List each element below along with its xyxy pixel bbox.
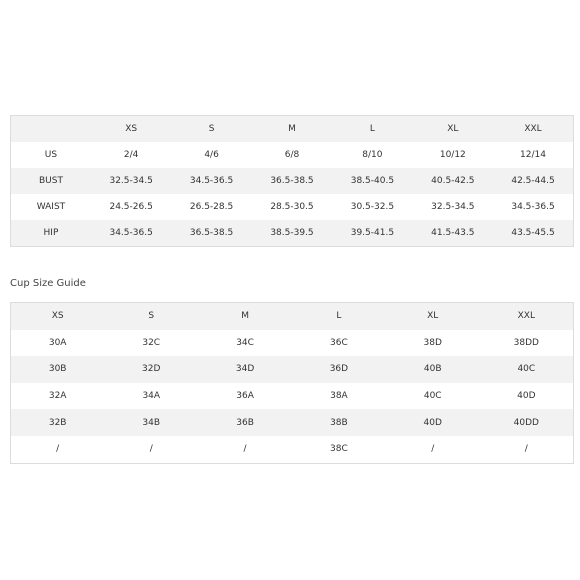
table-cell: 34.5-36.5 — [171, 168, 251, 194]
table-cell: 34D — [198, 356, 292, 383]
table-cell: 36.5-38.5 — [171, 220, 251, 247]
table-cell: 36B — [198, 409, 292, 436]
table-cell: 34.5-36.5 — [91, 220, 171, 247]
header-cell-xxl: XXL — [493, 116, 573, 143]
header-cell-l: L — [332, 116, 412, 143]
table-cell: 30.5-32.5 — [350, 202, 395, 212]
table-cell: 40DD — [480, 409, 574, 436]
table-cell: 26.5-28.5 — [189, 202, 234, 212]
row-label: HIP — [11, 220, 91, 247]
table-cell: / — [149, 444, 153, 455]
table-cell: 28.5-30.5 — [270, 202, 314, 212]
table-row — [11, 330, 574, 357]
table-cell: 30B — [11, 356, 105, 383]
header-cell-l: L — [292, 303, 386, 330]
table-cell: 40D — [386, 409, 480, 436]
table-cell: 6/8 — [284, 150, 300, 160]
table-cell: 32B — [11, 409, 105, 436]
table-cell: 30A — [48, 337, 67, 348]
table-cell: 38DD — [513, 337, 539, 348]
table-cell: 32A — [48, 391, 67, 402]
table-row — [11, 383, 574, 410]
table-cell: 40C — [480, 356, 574, 383]
table-row-waist — [11, 194, 574, 220]
header-cell-xxl: XXL — [480, 303, 574, 330]
table-cell: 12/14 — [520, 150, 546, 160]
table-cell: 40C — [423, 391, 442, 402]
table-cell: 8/10 — [362, 150, 383, 160]
table-cell: 34.5-36.5 — [511, 202, 555, 212]
table-cell: 38.5-39.5 — [252, 220, 332, 247]
table-cell: 32C — [142, 337, 161, 348]
table-cell: 42.5-44.5 — [493, 168, 573, 194]
header-cell-xl: XL — [386, 303, 480, 330]
table-row-hip — [11, 220, 574, 247]
table-cell: 4/6 — [204, 150, 219, 160]
row-label: BUST — [11, 168, 91, 194]
table-cell: 24.5-26.5 — [109, 202, 153, 212]
table-cell: 43.5-45.5 — [493, 220, 573, 247]
header-cell-s: S — [171, 116, 251, 143]
table-cell: 32.5-34.5 — [431, 202, 475, 212]
header-cell-m: M — [252, 116, 332, 143]
table-cell: / — [524, 444, 528, 455]
table-row-bust — [11, 168, 574, 194]
header-cell-xs: XS — [11, 303, 105, 330]
table-cell: 38.5-40.5 — [332, 168, 412, 194]
table-cell: / — [56, 444, 60, 455]
table-cell: 40D — [517, 391, 536, 402]
table-cell: 34C — [236, 337, 254, 348]
table-cell: 38D — [423, 337, 442, 348]
size-chart-header-row — [11, 116, 574, 143]
header-cell-xl: XL — [413, 116, 493, 143]
cup-size-guide-table — [10, 302, 574, 464]
table-cell: 36A — [236, 391, 254, 402]
table-cell: 34B — [104, 409, 198, 436]
table-cell: 36D — [292, 356, 386, 383]
table-cell: 34A — [142, 391, 161, 402]
table-row — [11, 356, 574, 383]
table-cell: 40B — [386, 356, 480, 383]
header-cell-s: S — [104, 303, 198, 330]
table-cell: 40.5-42.5 — [413, 168, 493, 194]
row-label: US — [44, 150, 58, 160]
table-cell: 32D — [104, 356, 198, 383]
table-cell: 32.5-34.5 — [91, 168, 171, 194]
table-row — [11, 436, 574, 463]
table-row-us — [11, 142, 574, 168]
row-label: WAIST — [36, 202, 66, 212]
table-cell: 38C — [330, 444, 348, 455]
size-chart-table — [10, 115, 574, 247]
table-cell: 41.5-43.5 — [413, 220, 493, 247]
header-cell-xs: XS — [91, 116, 171, 143]
table-cell: / — [431, 444, 435, 455]
cup-size-guide-title: Cup Size Guide — [10, 278, 86, 289]
cup-guide-header-row — [11, 303, 574, 330]
table-row — [11, 409, 574, 436]
table-cell: 2/4 — [123, 150, 139, 160]
table-cell: 38B — [292, 409, 386, 436]
table-cell: 36.5-38.5 — [252, 168, 332, 194]
table-cell: 10/12 — [439, 150, 466, 160]
header-cell-blank — [11, 116, 91, 143]
table-cell: 39.5-41.5 — [332, 220, 412, 247]
table-cell: / — [243, 444, 247, 455]
table-cell: 36C — [330, 337, 348, 348]
table-cell: 38A — [330, 391, 348, 402]
header-cell-m: M — [198, 303, 292, 330]
